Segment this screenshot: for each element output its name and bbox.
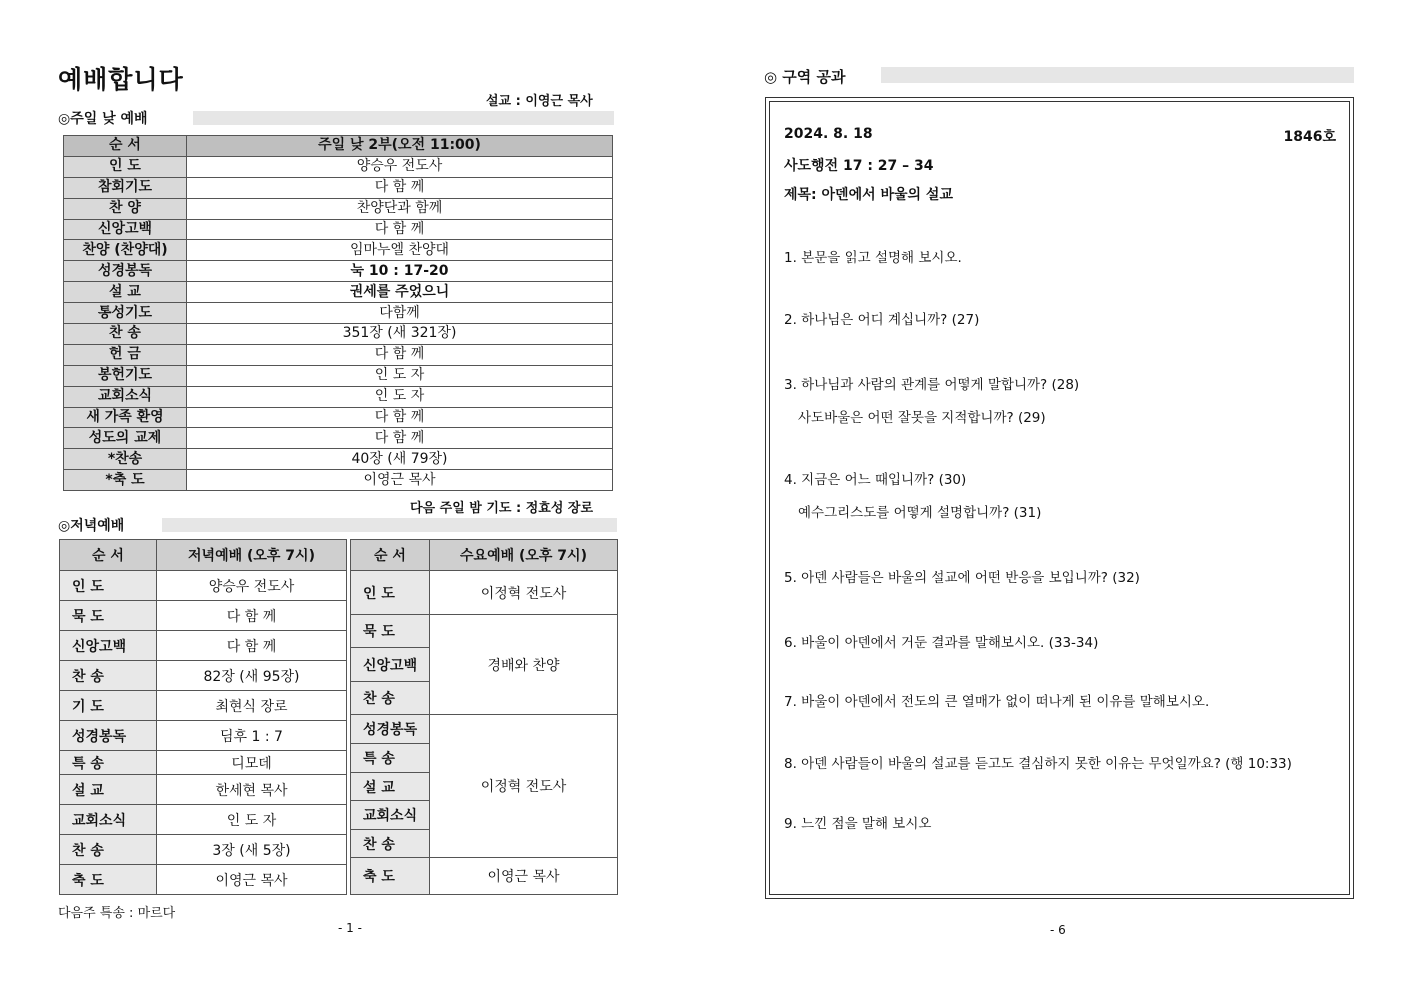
issue-number: 1846호: [1283, 129, 1336, 145]
preacher-line: 설교 : 이영근 목사: [486, 94, 593, 109]
table-header-row: [60, 540, 347, 571]
table-cell: 찬 송: [351, 830, 430, 858]
sunday-order-table: [63, 135, 613, 491]
page-number: - 1 -: [338, 921, 362, 935]
wednesday-order-table: [350, 539, 618, 895]
table-cell: 설 교: [351, 773, 430, 801]
table-header: 저녁예배 (오후 7시): [157, 540, 347, 571]
table-row: [64, 344, 613, 365]
table-cell: 봉헌기도: [64, 365, 187, 386]
table-row: [60, 661, 347, 691]
table-row: [64, 386, 613, 407]
table-cell: 기 도: [60, 691, 157, 721]
table-cell: 인 도: [351, 571, 430, 615]
table-cell: 디모데: [157, 751, 347, 775]
lesson-subject: 제목: 아덴에서 바울의 설교: [784, 187, 953, 203]
table-row: [60, 805, 347, 835]
table-cell: 다 함 께: [187, 344, 613, 365]
section-divider: [193, 111, 614, 125]
table-cell: 다 함 께: [187, 219, 613, 240]
table-cell: 성도의 교제: [64, 428, 187, 449]
table-row: [60, 721, 347, 751]
table-cell: 최현식 장로: [157, 691, 347, 721]
table-cell: 딤후 1 : 7: [157, 721, 347, 751]
table-cell: 헌 금: [64, 344, 187, 365]
table-cell: *찬송: [64, 449, 187, 470]
table-header: 주일 낮 2부(오전 11:00): [187, 136, 613, 157]
table-cell: 한세현 목사: [157, 775, 347, 805]
question-item: 1. 본문을 읽고 설명해 보시오.: [784, 250, 962, 266]
table-cell: 눅 10 : 17-20: [187, 261, 613, 282]
question-item: 6. 바울이 아덴에서 거둔 결과를 말해보시오. (33-34): [784, 635, 1099, 651]
table-cell: 인 도: [64, 156, 187, 177]
table-cell: 특 송: [60, 751, 157, 775]
cell-lesson-heading: ◎ 구역 공과: [764, 68, 846, 86]
table-cell: 다 함 께: [187, 177, 613, 198]
question-item: 예수그리스도를 어떻게 설명합니까? (31): [798, 505, 1042, 521]
table-cell: 참회기도: [64, 177, 187, 198]
table-row: [64, 303, 613, 324]
table-row: [64, 282, 613, 303]
table-row: [60, 691, 347, 721]
table-cell: 찬 송: [60, 661, 157, 691]
table-cell: 축 도: [60, 865, 157, 895]
table-row: [64, 177, 613, 198]
table-cell: 성경봉독: [64, 261, 187, 282]
table-row: [60, 571, 347, 601]
table-cell: 인 도 자: [187, 386, 613, 407]
table-cell: 찬 송: [64, 324, 187, 345]
table-cell: 찬 양: [64, 198, 187, 219]
table-row: [64, 365, 613, 386]
table-cell: 인 도 자: [157, 805, 347, 835]
scripture-reference: 사도행전 17 : 27 – 34: [784, 158, 934, 174]
question-item: 7. 바울이 아덴에서 전도의 큰 열매가 없이 떠나게 된 이유를 말해보시오.: [784, 694, 1210, 710]
evening-order-table: [59, 539, 347, 895]
question-item: 9. 느낀 점을 말해 보시오: [784, 816, 932, 832]
table-cell: 교회소식: [64, 386, 187, 407]
question-item: 2. 하나님은 어디 계십니까? (27): [784, 312, 980, 328]
table-row: [60, 865, 347, 895]
table-cell: 경배와 찬양: [430, 615, 618, 715]
table-header: 순 서: [60, 540, 157, 571]
table-row: [64, 407, 613, 428]
table-cell: 40장 (새 79장): [187, 449, 613, 470]
table-cell: 이영근 목사: [430, 858, 618, 895]
table-cell: 권세를 주었으니: [187, 282, 613, 303]
lesson-date: 2024. 8. 18: [784, 126, 873, 142]
table-cell: 교회소식: [351, 801, 430, 830]
table-cell: 다 함 께: [157, 631, 347, 661]
table-cell: 특 송: [351, 744, 430, 773]
evening-service-heading: ◎저녁예배: [58, 518, 125, 534]
table-cell: 묵 도: [60, 601, 157, 631]
next-special-note: 다음주 특송 : 마르다: [58, 906, 176, 921]
sunday-service-heading: ◎주일 낮 예배: [58, 111, 148, 127]
table-cell: 이영근 목사: [157, 865, 347, 895]
table-cell: 82장 (새 95장): [157, 661, 347, 691]
table-cell: 찬양 (찬양대): [64, 240, 187, 261]
table-row: [64, 324, 613, 345]
table-cell: 다 함 께: [157, 601, 347, 631]
table-cell: 설 교: [64, 282, 187, 303]
table-row: [60, 631, 347, 661]
table-cell: 묵 도: [351, 615, 430, 648]
table-row: [64, 240, 613, 261]
table-row: [64, 449, 613, 470]
table-row: [60, 775, 347, 805]
table-row: [64, 156, 613, 177]
table-row: [64, 198, 613, 219]
table-header: 순 서: [64, 136, 187, 157]
table-cell: 이영근 목사: [187, 470, 613, 491]
table-cell: 다 함 께: [187, 428, 613, 449]
question-item: 4. 지금은 어느 때입니까? (30): [784, 472, 967, 488]
table-cell: 찬 송: [351, 682, 430, 715]
question-item: 5. 아덴 사람들은 바울의 설교에 어떤 반응을 보입니까? (32): [784, 570, 1140, 586]
table-row: [64, 470, 613, 491]
table-header: 순 서: [351, 540, 430, 571]
table-cell: 양승우 전도사: [187, 156, 613, 177]
page-title: 예배합니다: [58, 65, 184, 94]
section-divider: [881, 67, 1354, 83]
lesson-box: [765, 97, 1354, 899]
table-cell: 축 도: [351, 858, 430, 895]
table-cell: 이정혁 전도사: [430, 571, 618, 615]
table-row: [60, 601, 347, 631]
table-cell: 신앙고백: [60, 631, 157, 661]
table-cell: 통성기도: [64, 303, 187, 324]
table-cell: 이정혁 전도사: [430, 715, 618, 858]
question-item: 3. 하나님과 사람의 관계를 어떻게 말합니까? (28): [784, 377, 1080, 393]
page-number: - 6: [1050, 923, 1066, 937]
table-cell: *축 도: [64, 470, 187, 491]
next-prayer-note: 다음 주일 밤 기도 : 정효성 장로: [410, 501, 594, 516]
table-cell: 다함께: [187, 303, 613, 324]
table-cell: 3장 (새 5장): [157, 835, 347, 865]
table-cell: 인 도 자: [187, 365, 613, 386]
table-row: [60, 751, 347, 775]
table-cell: 찬양단과 함께: [187, 198, 613, 219]
table-cell: 찬 송: [60, 835, 157, 865]
table-header: 수요예배 (오후 7시): [430, 540, 618, 571]
table-cell: 설 교: [60, 775, 157, 805]
table-cell: 교회소식: [60, 805, 157, 835]
section-divider: [162, 518, 617, 532]
question-item: 8. 아덴 사람들이 바울의 설교를 듣고도 결심하지 못한 이유는 무엇일까요? (행 10:33): [784, 756, 1292, 772]
table-cell: 351장 (새 321장): [187, 324, 613, 345]
question-item: 사도바울은 어떤 잘못을 지적합니까? (29): [798, 410, 1046, 426]
table-row: [64, 261, 613, 282]
table-cell: 새 가족 환영: [64, 407, 187, 428]
table-row: [60, 835, 347, 865]
table-cell: 인 도: [60, 571, 157, 601]
table-cell: 성경봉독: [351, 715, 430, 744]
table-cell: 양승우 전도사: [157, 571, 347, 601]
table-cell: 임마누엘 찬양대: [187, 240, 613, 261]
table-cell: 다 함 께: [187, 407, 613, 428]
table-cell: 신앙고백: [64, 219, 187, 240]
table-row: [64, 428, 613, 449]
table-cell: 신앙고백: [351, 648, 430, 682]
table-cell: 성경봉독: [60, 721, 157, 751]
table-row: [64, 219, 613, 240]
table-header-row: [64, 136, 613, 157]
